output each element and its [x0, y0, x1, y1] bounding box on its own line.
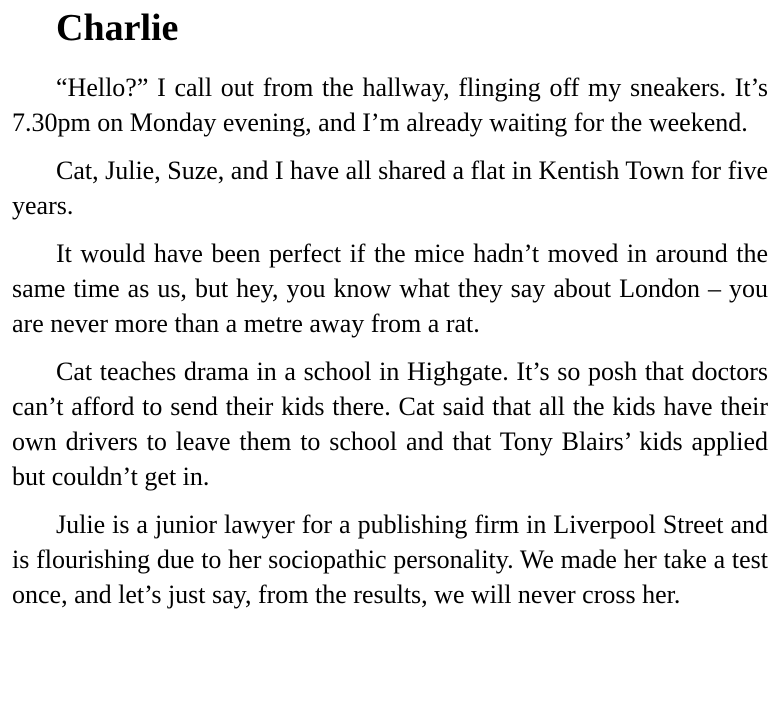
- paragraph-4: Cat teaches drama in a school in Highgate. It’s so posh that doctors can’t afford to send their kids there. Cat said that all the kids have their own drivers to leave them to school and that Tony Blairs’ kids applied but couldn’t get in.: [12, 357, 768, 491]
- paragraph-5: Julie is a junior lawyer for a publishing firm in Liverpool Street and is flourishing due to her sociopathic personality. We made her take a test once, and let’s just say, from the results, we will never cross her.: [12, 510, 768, 609]
- paragraph-2: Cat, Julie, Suze, and I have all shared a flat in Kentish Town for five years.: [12, 156, 768, 220]
- chapter-title: Charlie: [56, 7, 179, 49]
- document-page: [12, 0, 768, 625]
- paragraph-3: It would have been perfect if the mice hadn’t moved in around the same time as us, but hey, you know what they say about London – you are never more than a metre away from a rat.: [12, 239, 768, 338]
- paragraph-1: “Hello?” I call out from the hallway, flinging off my sneakers. It’s 7.30pm on Monday evening, and I’m already waiting for the weekend.: [12, 73, 768, 137]
